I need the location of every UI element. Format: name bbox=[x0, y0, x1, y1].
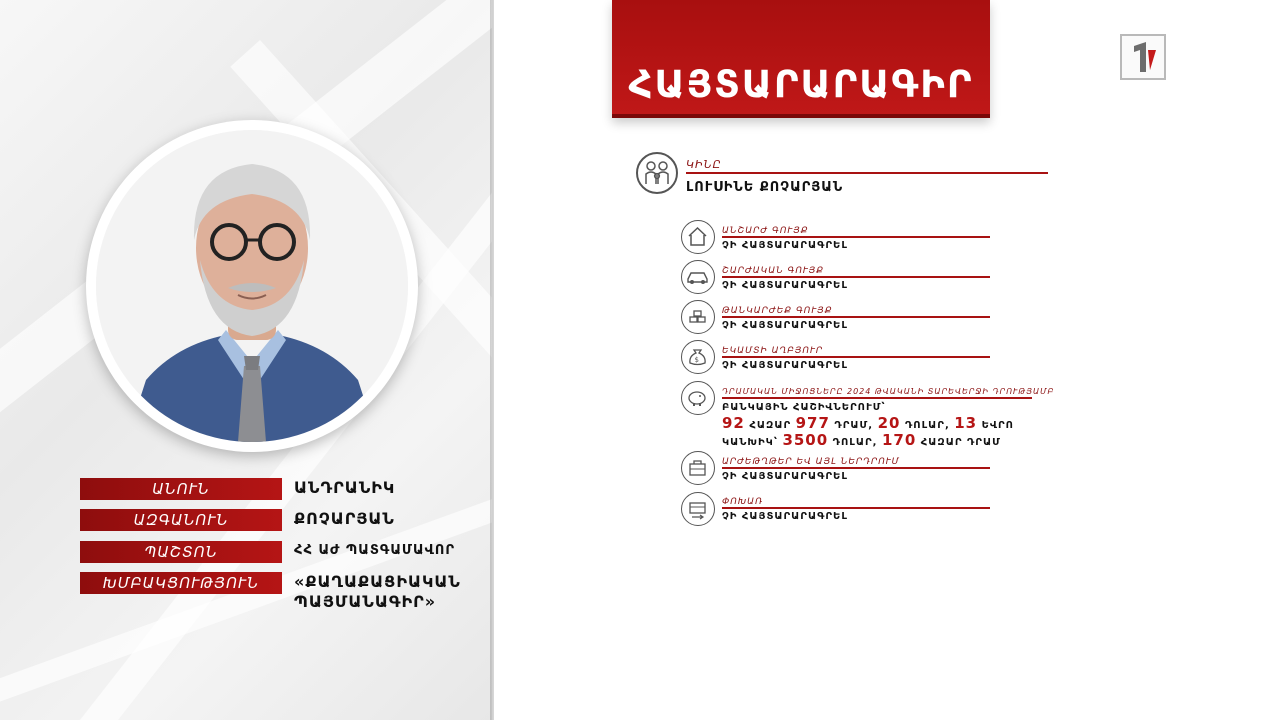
car-icon bbox=[681, 260, 715, 294]
name-value: ԱՆԴՐԱՆԻԿ bbox=[294, 478, 396, 497]
item-value: ՉԻ ՀԱՅՏԱՐԱՐԱԳՐԵԼ bbox=[722, 320, 848, 331]
channel-one-logo bbox=[1120, 34, 1166, 80]
banner-underline bbox=[612, 114, 990, 118]
funds-heading: ԲԱՆԿԱՅԻՆ ՀԱՇԻՎՆԵՐՈՒՄ՝ bbox=[722, 402, 886, 413]
funds-cash-line bbox=[722, 430, 1001, 449]
amount: 977 bbox=[795, 414, 830, 432]
item-rule bbox=[722, 276, 990, 278]
portrait-photo bbox=[96, 130, 408, 442]
item-label: ԹԱՆԿԱՐԺԵՔ ԳՈՒՅՔ bbox=[722, 306, 833, 316]
spouse-value: ԼՈՒՍԻՆԵ ՔՈՉԱՐՅԱՆ bbox=[686, 180, 844, 195]
item-value: ՉԻ ՀԱՅՏԱՐԱՐԱԳՐԵԼ bbox=[722, 471, 848, 482]
amount-unit: ԴՈԼԱՐ, bbox=[828, 437, 882, 448]
item-rule bbox=[722, 507, 990, 509]
amount-unit: ԴՈԼԱՐ, bbox=[900, 420, 955, 431]
amount: 92 bbox=[722, 414, 745, 432]
item-value: ՉԻ ՀԱՅՏԱՐԱՐԱԳՐԵԼ bbox=[722, 511, 848, 522]
svg-text:$: $ bbox=[694, 356, 699, 364]
amount-unit: ՀԱԶԱՐ bbox=[744, 420, 796, 431]
amount: 3500 bbox=[782, 431, 829, 449]
faction-value-line1: «ՔԱՂԱՔԱՑԻԱԿԱՆ bbox=[294, 572, 461, 591]
item-rule bbox=[722, 467, 990, 469]
position-label: ՊԱՇՏՈՆ bbox=[80, 541, 282, 563]
funds-label: ԴՐԱՄԱԿԱՆ ՄԻՋՈՑՆԵՐԸ 2024 ԹՎԱԿԱՆԻ ՏԱՐԵՎԵՐՋԻ ԴՐՈՒԹՅԱՄԲ bbox=[722, 387, 1055, 396]
item-value: ՉԻ ՀԱՅՏԱՐԱՐԱԳՐԵԼ bbox=[722, 240, 848, 251]
spouse-label: ԿԻՆԸ bbox=[686, 158, 722, 171]
amount: 170 bbox=[881, 431, 917, 449]
item-label: ԱՐԺԵԹՂԹԵՐ ԵՎ ԱՅԼ ՆԵՐԴՐՈՒՄ bbox=[722, 457, 900, 467]
surname-value: ՔՈՉԱՐՅԱՆ bbox=[294, 509, 395, 528]
page-title: ՀԱՅՏԱՐԱՐԱԳԻՐ bbox=[628, 63, 974, 106]
briefcase-icon bbox=[681, 451, 715, 485]
loan-icon bbox=[681, 492, 715, 526]
money-bag-icon bbox=[681, 340, 715, 374]
item-label: ՓՈԽԱՌ bbox=[722, 497, 764, 507]
family-icon bbox=[636, 152, 678, 194]
amount-unit: ՀԱԶԱՐ ԴՐԱՄ bbox=[916, 437, 1001, 448]
item-label: ԱՆՇԱՐԺ ԳՈՒՅՔ bbox=[722, 226, 809, 236]
surname-label: ԱԶԳԱՆՈՒՆ bbox=[80, 509, 282, 531]
item-label: ԵԿԱՄՏԻ ԱՂԲՅՈՒՐ bbox=[722, 346, 824, 356]
house-icon bbox=[681, 220, 715, 254]
gold-bars-icon bbox=[681, 300, 715, 334]
title-banner bbox=[612, 0, 990, 118]
left-panel bbox=[0, 0, 492, 720]
piggy-bank-icon bbox=[681, 381, 715, 415]
amount-unit: ԵՎՐՈ bbox=[977, 420, 1014, 431]
portrait-frame bbox=[86, 120, 418, 452]
amount-unit: ԴՐԱՄ, bbox=[829, 420, 878, 431]
item-rule bbox=[722, 236, 990, 238]
spouse-rule bbox=[686, 172, 1048, 174]
item-value: ՉԻ ՀԱՅՏԱՐԱՐԱԳՐԵԼ bbox=[722, 280, 848, 291]
name-label: ԱՆՈՒՆ bbox=[80, 478, 282, 500]
item-value: ՉԻ ՀԱՅՏԱՐԱՐԱԳՐԵԼ bbox=[722, 360, 848, 371]
funds-rule bbox=[722, 397, 1032, 399]
amount: 20 bbox=[877, 414, 901, 432]
faction-value-line2: ՊԱՅՄԱՆԱԳԻՐ» bbox=[294, 592, 437, 611]
faction-value bbox=[294, 572, 492, 612]
cash-label: ԿԱՆԽԻԿ՝ bbox=[722, 437, 783, 448]
amount: 13 bbox=[954, 414, 978, 432]
item-label: ՇԱՐԺԱԿԱՆ ԳՈՒՅՔ bbox=[722, 266, 825, 276]
faction-label: ԽՄԲԱԿՑՈՒԹՅՈՒՆ bbox=[80, 572, 282, 594]
position-value: ՀՀ ԱԺ ՊԱՏԳԱՄԱՎՈՐ bbox=[294, 543, 456, 558]
item-rule bbox=[722, 356, 990, 358]
item-rule bbox=[722, 316, 990, 318]
